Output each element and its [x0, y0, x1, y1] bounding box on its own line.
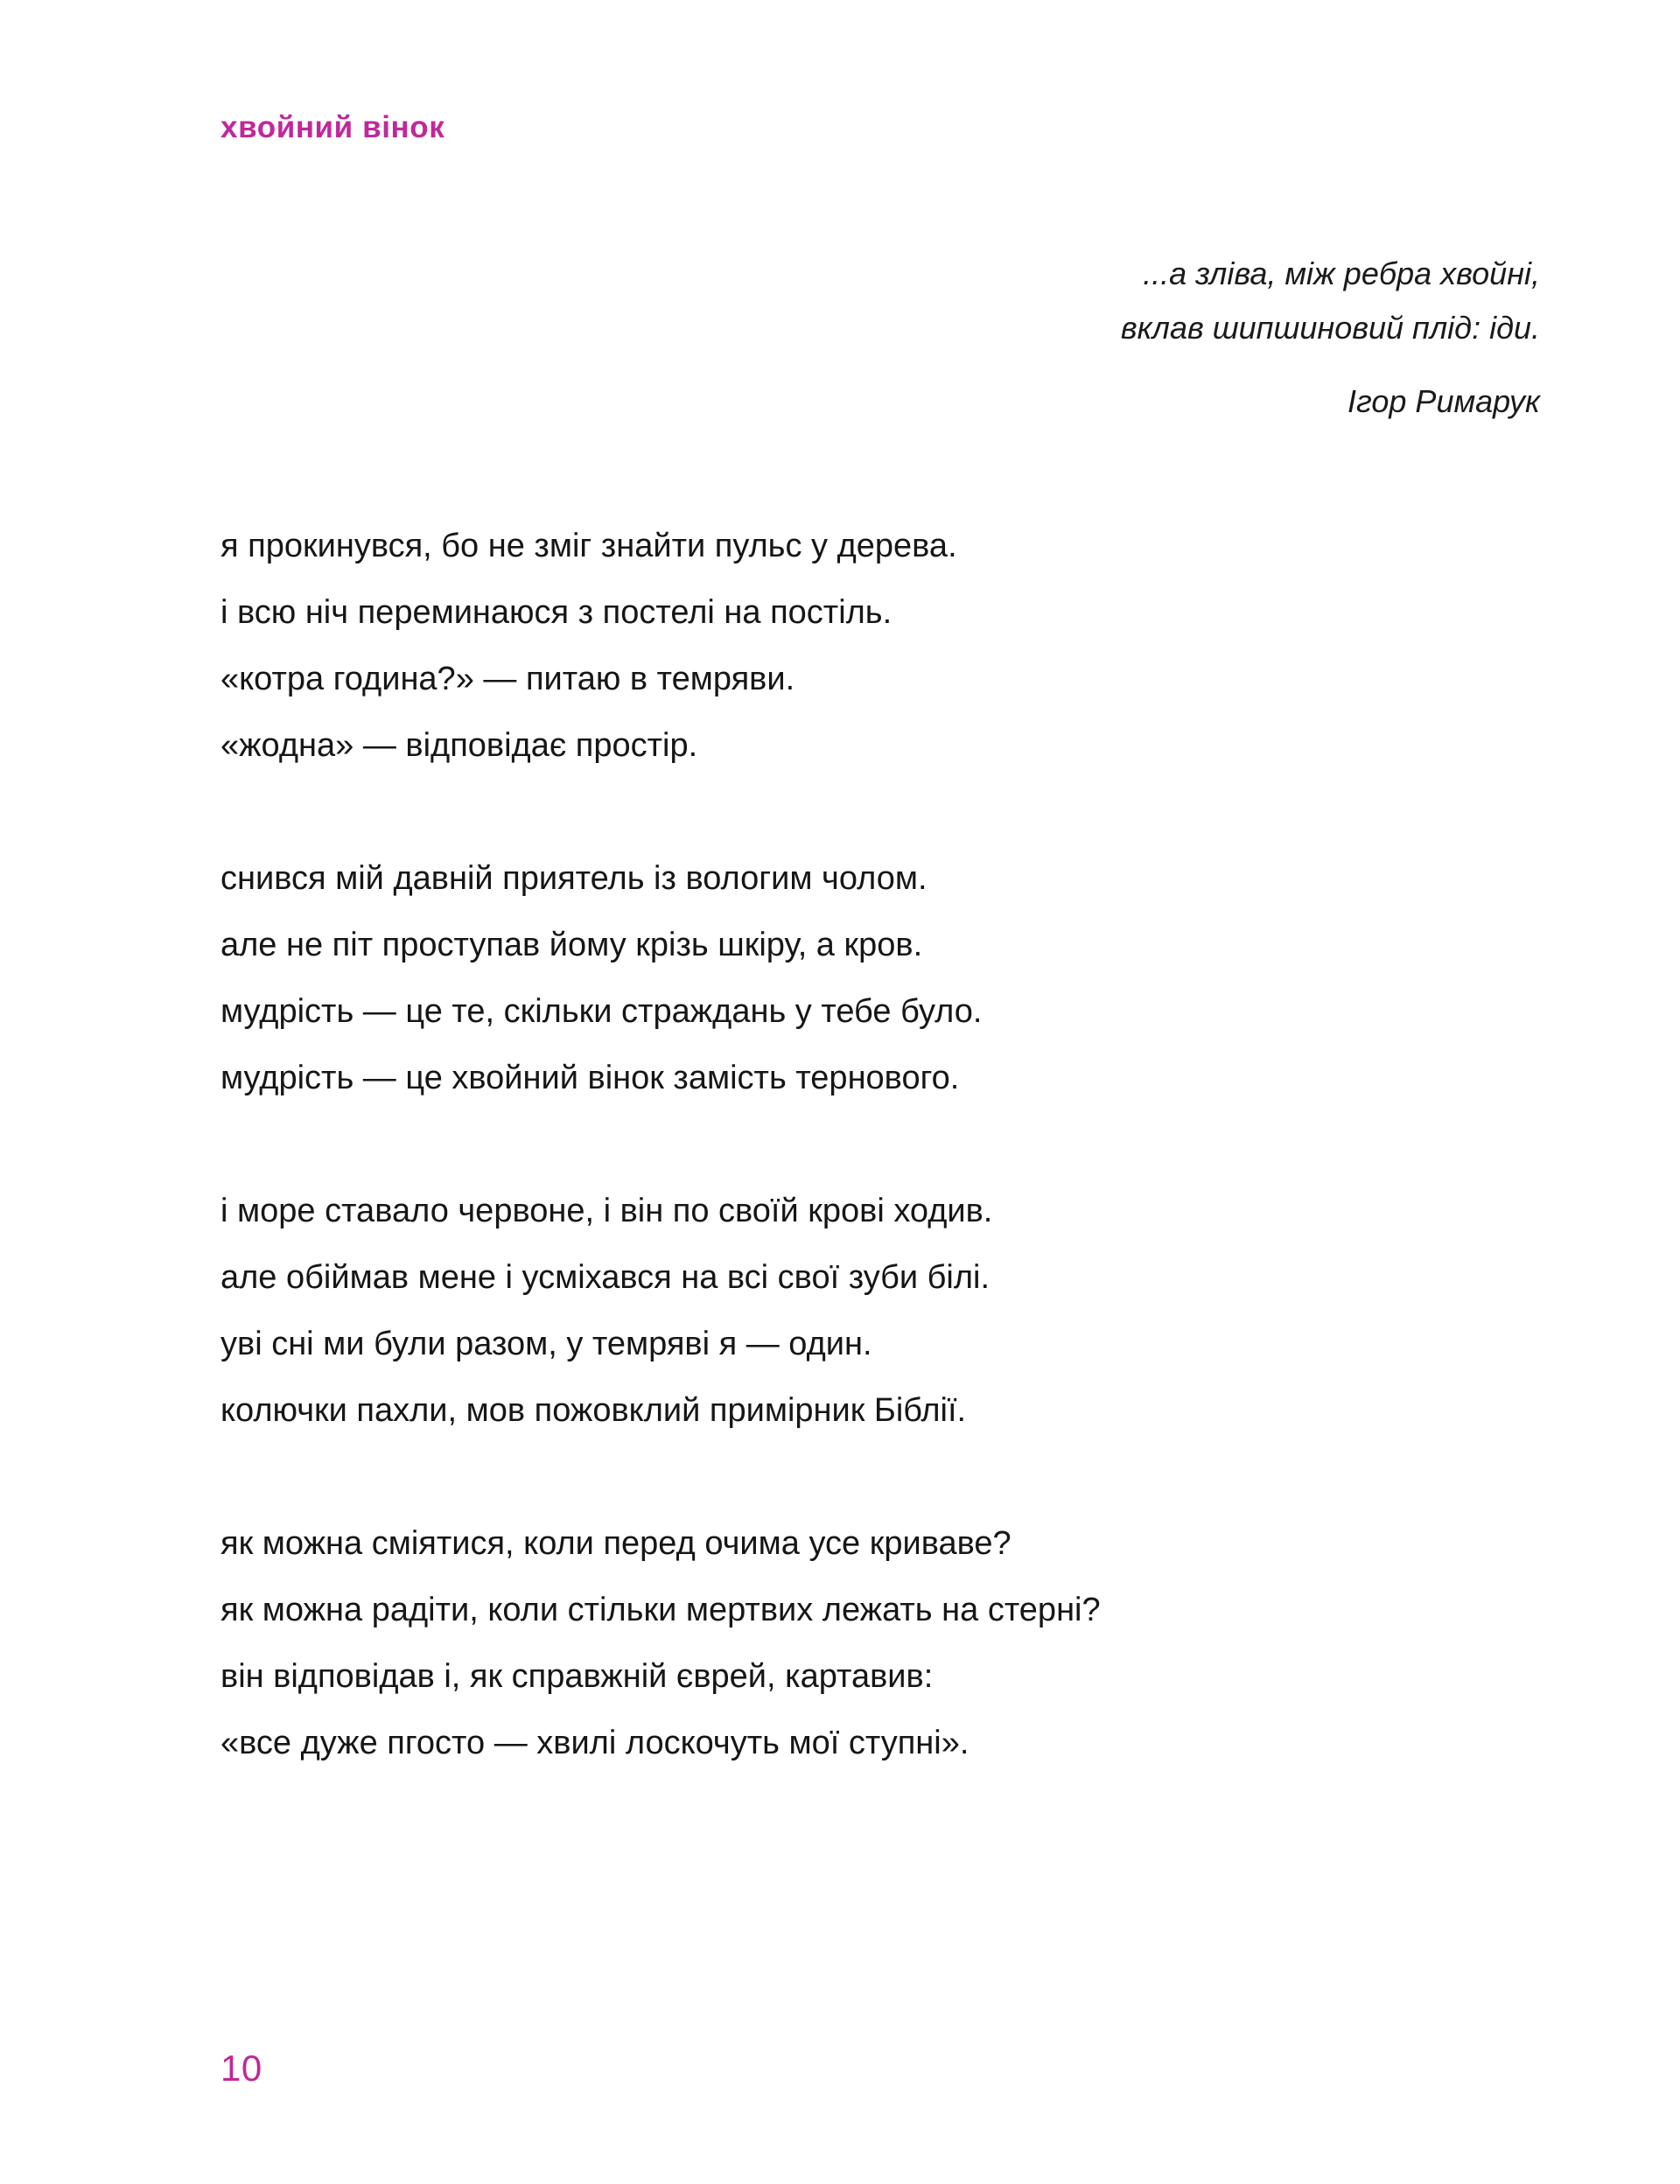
verse-line: мудрість — це хвойний вінок замість тернового. [220, 1060, 960, 1096]
stanza [220, 513, 1533, 779]
stanza [220, 845, 1533, 1111]
verse-line: мудрість — це те, скільки страждань у тебе було. [220, 993, 983, 1030]
epigraph-line: ...а зліва, між ребра хвойні, [1143, 256, 1540, 291]
verse-line: але не піт проступав йому крізь шкіру, а кров. [220, 927, 923, 963]
poem-body [220, 513, 1533, 1776]
page-number: 10 [220, 2048, 262, 2089]
verse-line: як можна сміятися, коли перед очима усе криваве? [220, 1525, 1012, 1562]
verse-line: снився мій давній приятель із вологим чолом. [220, 860, 928, 897]
verse-line: і море ставало червоне, і він по своїй крові ходив. [220, 1193, 993, 1229]
epigraph [578, 247, 1540, 429]
epigraph-attribution: Ігор Римарук [1348, 383, 1540, 419]
verse-line: але обіймав мене і усміхався на всі свої зуби білі. [220, 1259, 990, 1296]
verse-line: колючки пахли, мов пожовклий примірник Біблії. [220, 1392, 967, 1429]
page-title: хвойний вінок [220, 110, 445, 144]
stanza [220, 1178, 1533, 1444]
verse-line: «жодна» — відповідає простір. [220, 727, 698, 764]
verse-line: «все дуже пгосто — хвилі лоскочуть мої ступні». [220, 1725, 970, 1761]
epigraph-line: вклав шипшиновий плід: іди. [1120, 310, 1540, 346]
verse-line: «котра година?» — питаю в темряви. [220, 661, 795, 697]
verse-line: він відповідав і, як справжній єврей, картавив: [220, 1658, 934, 1695]
verse-line: я прокинувся, бо не зміг знайти пульс у дерева. [220, 528, 957, 564]
stanza [220, 1510, 1533, 1776]
verse-line: як можна радіти, коли стільки мертвих лежать на стерні? [220, 1592, 1101, 1628]
verse-line: уві сні ми були разом, у темряві я — один. [220, 1326, 872, 1362]
verse-line: і всю ніч переминаюся з постелі на постіль. [220, 594, 892, 631]
